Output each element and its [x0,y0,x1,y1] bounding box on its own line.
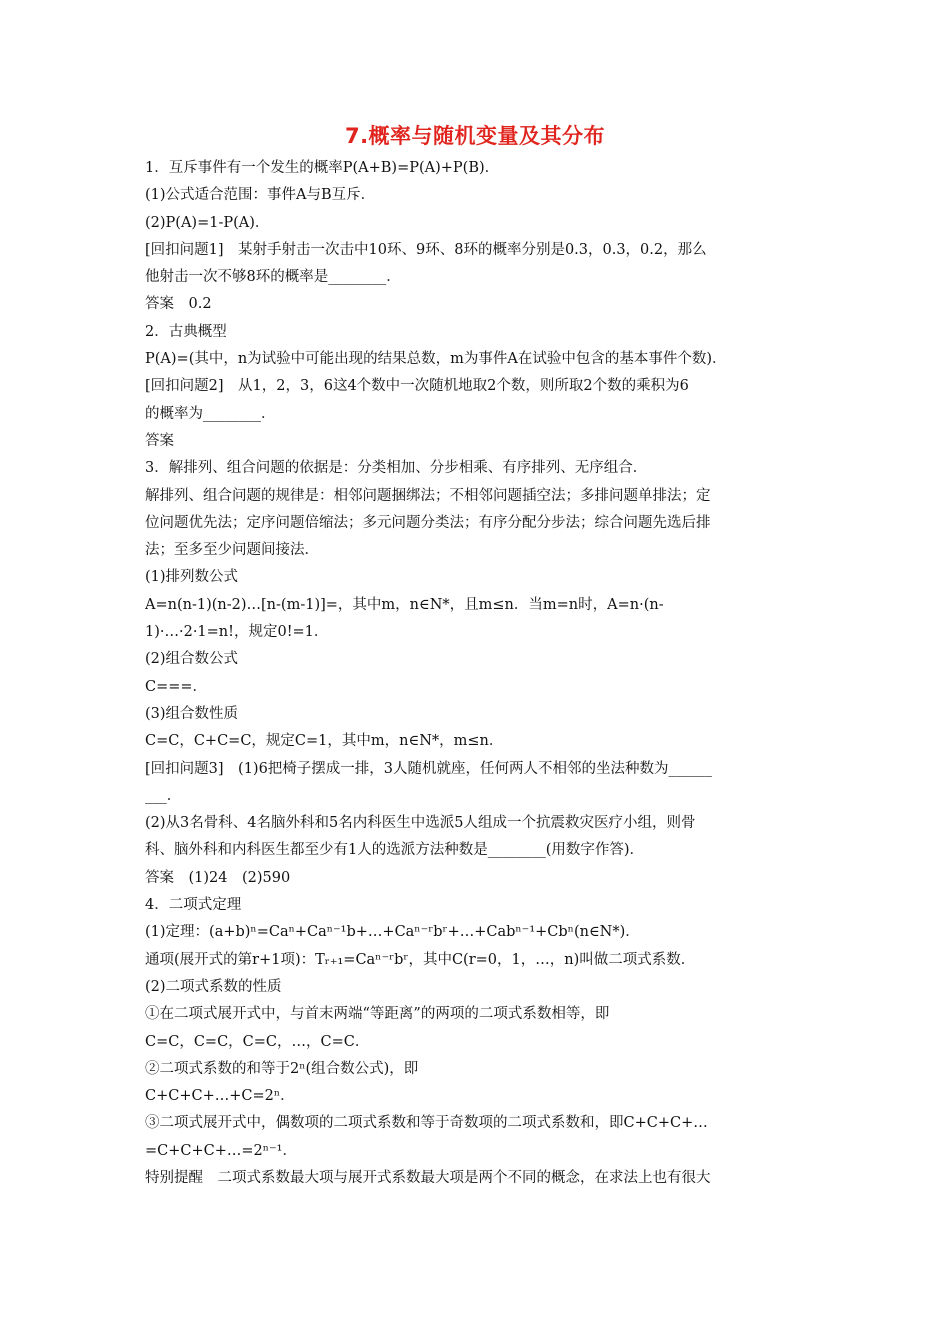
text-line: =C+C+C+…=2ⁿ⁻¹． [145,1142,297,1159]
text-line: C=C，C+C=C，规定C=1，其中m，n∈N*，m≤n． [145,733,504,750]
text-line: [回扣问题3] (1)6把椅子摆成一排，3人随机就座，任何两人不相邻的坐法种数为______ [145,760,713,777]
text-line: A=n(n-1)(n-2)…[n-(m-1)]=，其中m，n∈N*，且m≤n．当m=n时，A=n·(n- [145,596,664,613]
text-line: 法；至多至少问题间接法． [145,542,319,559]
text-line: ③二项式展开式中，偶数项的二项式系数和等于奇数项的二项式系数和，即C+C+C+… [145,1115,708,1132]
text-line: ②二项式系数的和等于2ⁿ(组合数公式)，即 [145,1060,419,1077]
text-line: 特别提醒 二项式系数最大项与展开式系数最大项是两个不同的概念，在求法上也有很大 [145,1169,711,1186]
text-line: (1)排列数公式 [145,569,239,586]
text-line: (1)公式适合范围：事件A与B互斥． [145,187,376,204]
text-line: (2)从3名骨科、4名脑外科和5名内科医生中选派5人组成一个抗震救灾医疗小组，则骨 [145,815,696,832]
text-line: C+C+C+…+C=2ⁿ． [145,1088,295,1105]
text-line: C===． [145,678,208,695]
text-line: P(A)=(其中，n为试验中可能出现的结果总数，m为事件A在试验中包含的基本事件个数)． [145,351,727,368]
text-line: (1)定理：(a+b)ⁿ=Caⁿ+Caⁿ⁻¹b+…+Caⁿ⁻ʳbʳ+…+Cabⁿ⁻¹+Cbⁿ(n∈N*)． [145,924,640,941]
text-line: (2)组合数公式 [145,651,239,668]
answer-line: 答案 (1)24 (2)590 [145,869,291,886]
section-heading: 2．古典概型 [145,323,227,340]
section-heading: 4．二项式定理 [145,897,242,914]
text-line: 科、脑外科和内科医生都至少有1人的选派方法种数是________(用数字作答)． [145,842,645,859]
text-line: (2)P(A)=1-P(A)． [145,214,270,231]
text-line: 1)·…·2·1=n!，规定0!=1． [145,624,329,641]
text-line: 他射击一次不够8环的概率是________． [145,269,401,286]
section-heading: 3．解排列、组合问题的依据是：分类相加、分步相乘、有序排列、无序组合． [145,460,648,477]
text-line: 解排列、组合问题的规律是：相邻问题捆绑法；不相邻问题插空法；多排问题单排法；定 [145,487,711,504]
document-body [145,155,807,1192]
text-line: ①在二项式展开式中，与首末两端“等距离”的两项的二项式系数相等，即 [145,1006,610,1023]
answer-line: 答案 0.2 [145,296,212,313]
text-line: [回扣问题2] 从1，2，3，6这4个数中一次随机地取2个数，则所取2个数的乘积为6 [145,378,689,395]
text-line: C=C，C=C，C=C，…，C=C． [145,1033,370,1050]
page-title: 7.概率与随机变量及其分布 [344,124,606,148]
text-line: (3)组合数性质 [145,705,239,722]
answer-line: 答案 [145,432,174,449]
text-line: (2)二项式系数的性质 [145,978,282,995]
text-line: [回扣问题1] 某射手射击一次击中10环、9环、8环的概率分别是0.3，0.3，0.2，那么 [145,241,707,258]
text-line: 通项(展开式的第r+1项)：Tᵣ₊₁=Caⁿ⁻ʳbʳ，其中C(r=0，1，…，n)叫做二项式系数． [145,951,696,968]
text-line: 1．互斥事件有一个发生的概率P(A+B)=P(A)+P(B)． [145,160,500,176]
text-line: ___． [145,787,182,804]
text-line: 位问题优先法；定序问题倍缩法；多元问题分类法；有序分配分步法；综合问题先选后排 [145,514,711,531]
text-line: 的概率为________． [145,405,276,422]
